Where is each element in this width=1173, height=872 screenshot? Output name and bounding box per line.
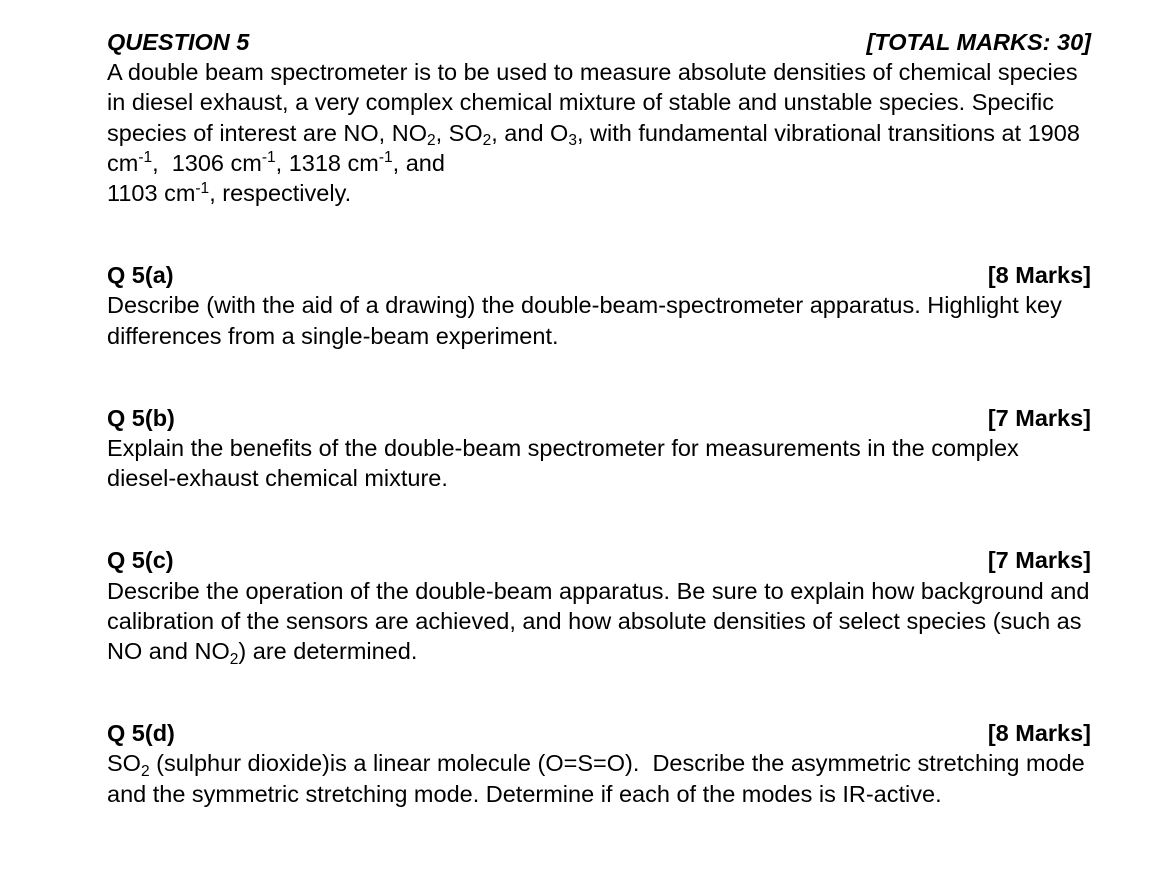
part-b-label: Q 5(b) [107,404,175,431]
total-marks: [TOTAL MARKS: 30] [866,29,1091,55]
part-a-text: Describe (with the aid of a drawing) the double-beam-spectrometer apparatus. Highlight key differences from a single-beam experiment. [107,292,1062,349]
part-b-marks: [7 Marks] [987,404,1091,431]
part-c-label: Q 5(c) [107,547,174,574]
part-c-text: Describe the operation of the double-beam apparatus. Be sure to explain how background and calibration of the sensors are achieved, and how absolute densities of select species (such as NO and $NO_2$) are determined. [107,577,1090,668]
part-d [107,718,1091,809]
part-b-text: Explain the benefits of the double-beam spectrometer for measurements in the complex diesel-exhaust chemical mixture. [107,435,1019,492]
question-header [107,27,1091,57]
part-d-label: Q 5(d) [107,720,175,747]
part-d-header [107,718,1091,748]
part-c-header [107,545,1091,575]
part-b [107,403,1091,494]
part-d-marks: [8 Marks] [987,720,1091,747]
part-b-header [107,403,1091,433]
part-c [107,545,1091,666]
part-a [107,260,1091,351]
part-d-text: $SO_2$ (sulphur dioxide)is a linear molecule (O=S=O). Describe the asymmetric stretching mode and the symmetric stretching mode. Determine if each of the modes is IR-active. [107,750,1092,807]
question-title: QUESTION 5 [107,29,250,55]
part-a-label: Q 5(a) [107,262,174,289]
part-c-marks: [7 Marks] [987,547,1091,574]
part-a-marks: [8 Marks] [987,262,1091,289]
part-a-header [107,260,1091,290]
question-5-content [107,27,1091,809]
question-intro: A double beam spectrometer is to be used to measure absolute densities of chemical species in diesel exhaust, a very complex chemical mixture of stable and unstable species. Specific species of interest are NO, $NO_2$, $SO_2$, and $O_3$, with fundamental vibrational transitions at 1908 $cm^{-1}$, 1306 $cm^{-1}$, 1318 $cm^{-1}$, and 1103 $cm^{-1}$, respectively. [107,59,1080,207]
